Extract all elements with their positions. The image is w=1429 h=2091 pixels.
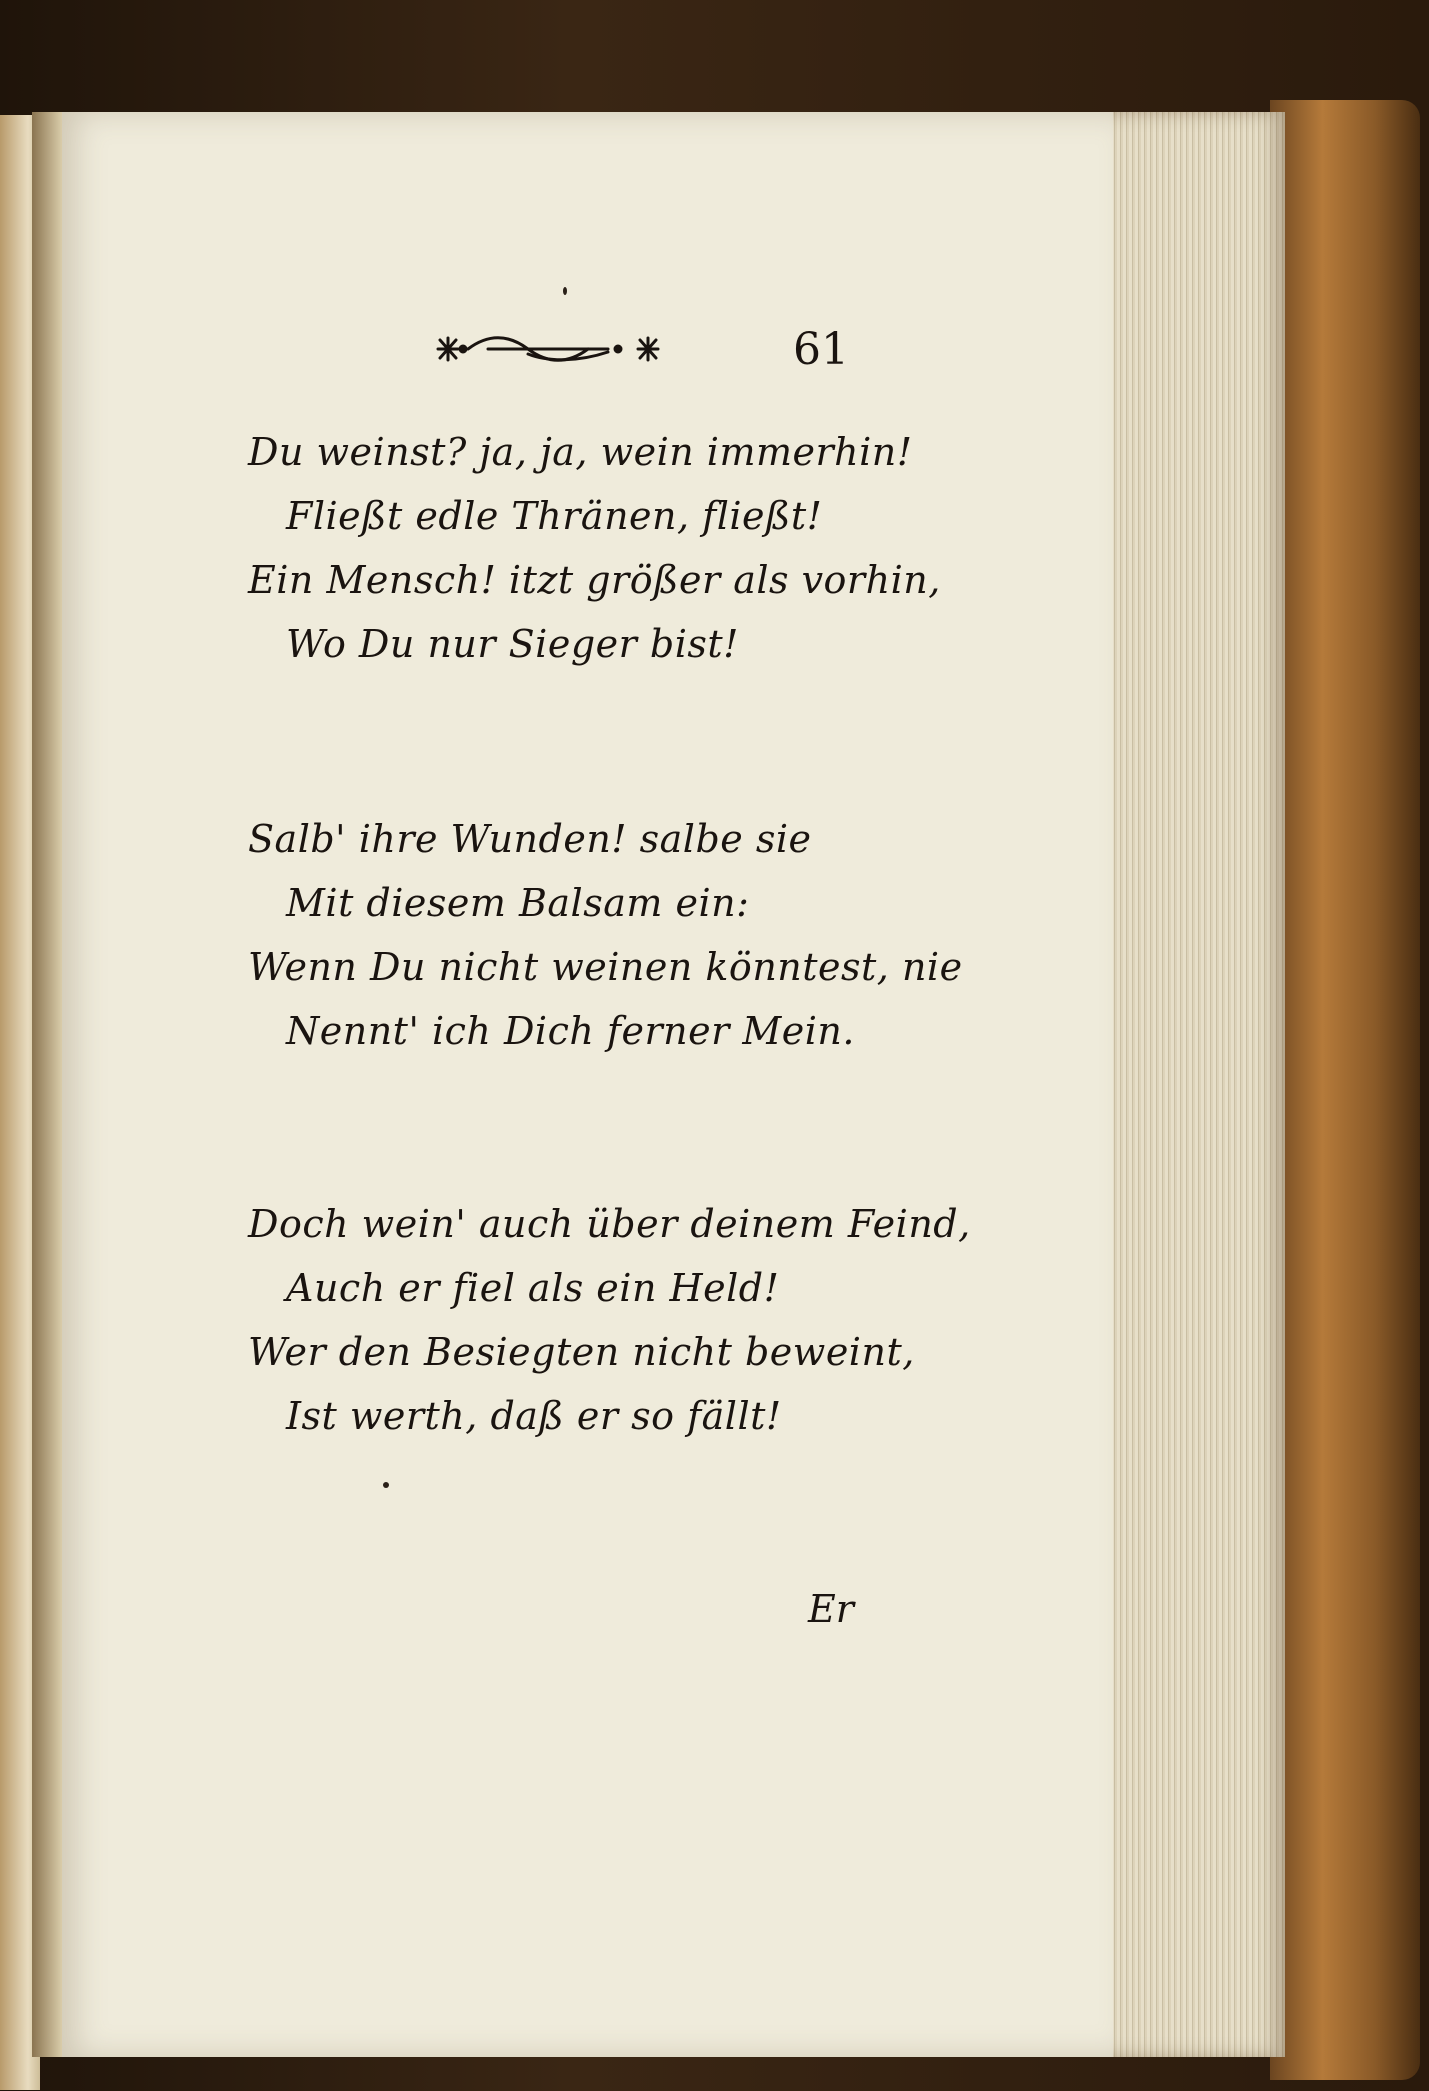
stanza-2	[248, 807, 963, 1063]
page-gutter	[32, 112, 62, 2057]
paper-speck	[563, 287, 567, 295]
verse-line: Mit diesem Balsam ein:	[286, 881, 750, 925]
verse-line: Doch wein' auch über deinem Feind,	[248, 1202, 971, 1246]
paper-speck	[383, 1482, 389, 1488]
verse-line: Fließt edle Thränen, fließt!	[286, 494, 823, 538]
stanza-3	[248, 1192, 971, 1448]
verse-line: Wo Du nur Sieger bist!	[286, 622, 739, 666]
verse-line: Salb' ihre Wunden! salbe sie	[248, 817, 812, 861]
decorative-ornament-icon	[418, 324, 678, 374]
verse-line: Auch er fiel als ein Held!	[286, 1266, 780, 1310]
verse-line: Wenn Du nicht weinen könntest, nie	[248, 945, 963, 989]
stanza-1	[248, 420, 941, 676]
verse-line: Ist werth, daß er so fällt!	[286, 1394, 782, 1438]
page-number: 61	[793, 324, 849, 375]
book-cover-edge	[1270, 100, 1420, 2080]
verse-line: Wer den Besiegten nicht beweint,	[248, 1330, 915, 1374]
verse-line: Ein Mensch! itzt größer als vorhin,	[248, 558, 941, 602]
catchword: Er	[808, 1587, 854, 1631]
verse-line: Du weinst? ja, ja, wein immerhin!	[248, 430, 913, 474]
book-page	[58, 112, 1113, 2057]
verse-line: Nennt' ich Dich ferner Mein.	[286, 1009, 855, 1053]
page-edges	[1105, 112, 1285, 2057]
